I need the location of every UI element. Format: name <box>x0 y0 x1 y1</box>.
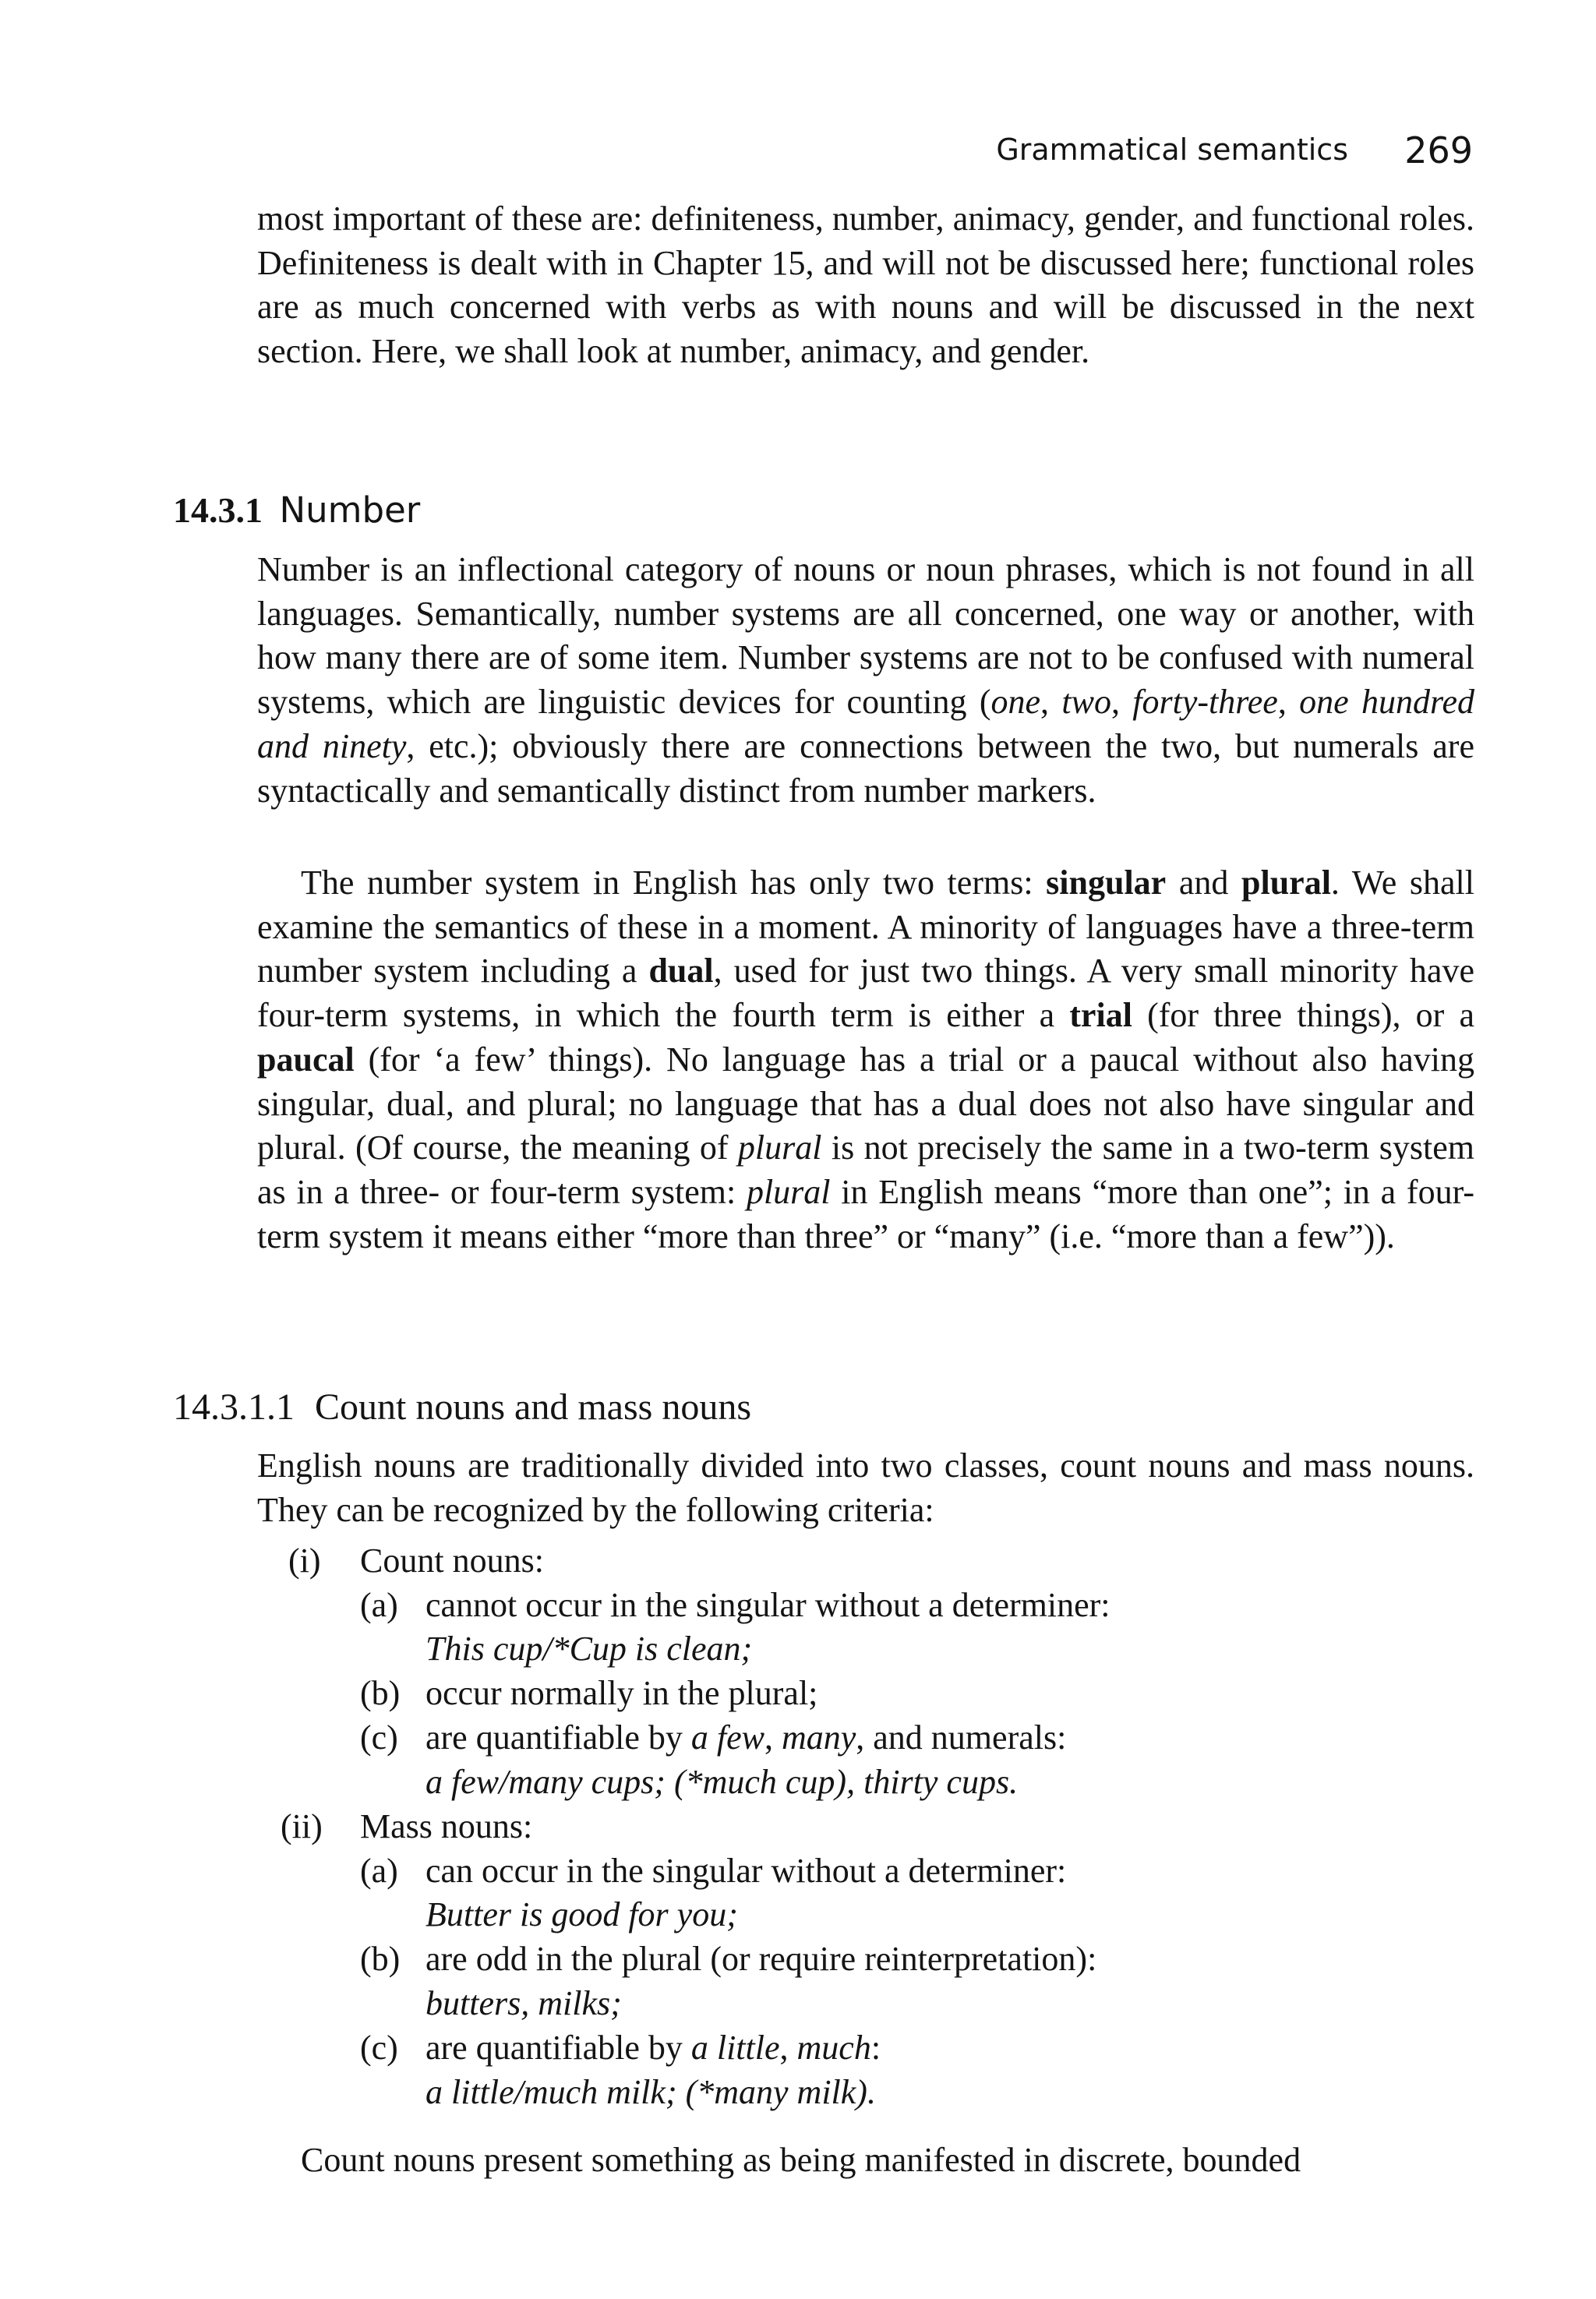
text-run: , <box>1277 683 1300 722</box>
text-run: ; (*much cup), thirty cups. <box>654 1763 1019 1801</box>
text-run: , <box>1110 683 1133 722</box>
list-marker: (c) <box>360 1718 398 1757</box>
count-nouns-label: Count nouns: <box>360 1541 544 1580</box>
quantifier-many: many <box>781 1718 856 1757</box>
word-plural: plural <box>737 1128 822 1167</box>
term-dual: dual <box>648 952 714 991</box>
text-run: . We shall examine the semantics of these in a moment. A minority of languages have a three-term number system including a <box>257 863 1475 991</box>
text-run: are quantifiable by <box>425 1718 691 1757</box>
example-sentence <box>425 2072 876 2112</box>
text-run: a little/much milk <box>425 2073 666 2111</box>
criterion-text: occur normally in the plural; <box>425 1674 818 1712</box>
term-plural: plural <box>1241 863 1331 902</box>
intro-paragraph: most important of these are: definiteness, number, animacy, gender, and functional roles. Definiteness is dealt with in Chapter 15, and will not be discussed here; functional roles are as much concerned with verbs as with nouns and will be discussed in the next section. Here, we shall look at number, animacy, and gender. <box>257 200 1474 371</box>
text-run: and <box>1166 863 1241 902</box>
example-forty-three: forty-three <box>1132 683 1278 722</box>
list-marker: (ii) <box>281 1807 323 1845</box>
text-run: a few/many cups <box>425 1763 655 1801</box>
subsection-title: Count nouns and mass nouns <box>315 1386 752 1428</box>
text-run: Number is an inflectional category of nouns or noun phrases, which is not found in all languages. Semantically, number systems are all concerned, one way or another, with how many there are of some item. Number systems are not to be confused with numeral systems, which are linguistic devices for counting ( <box>257 550 1474 722</box>
text-run: , and numerals: <box>856 1718 1067 1757</box>
number-paragraph-2 <box>257 861 1474 1259</box>
closing-line: Count nouns present something as being manifested in discrete, bounded <box>301 2141 1301 2179</box>
list-marker: (b) <box>360 1674 401 1712</box>
text-run: , etc.); obviously there are connections between the two, but numerals are syntactically and semantically distinct from number markers. <box>257 726 1474 810</box>
criterion-text <box>425 2028 881 2068</box>
text-run: (for ‘a few’ things). No language has a trial or a paucal without also having singular, dual, and plural; no language that has a dual does not also have singular and plural. (Of course, the meaning of <box>257 1040 1474 1167</box>
text-run: is not precisely the same in a two-term system as in a three- or four-term system: <box>257 1128 1474 1211</box>
section-heading <box>173 489 420 531</box>
section-number: 14.3.1 <box>173 490 263 530</box>
criterion-text: cannot occur in the singular without a determiner: <box>425 1586 1110 1624</box>
text-run: The number system in English has only two terms: <box>301 863 1047 902</box>
subsection-number: 14.3.1.1 <box>173 1386 295 1428</box>
example-one-hundred: one hundred and ninety <box>257 683 1475 765</box>
text-run: , <box>1040 683 1062 722</box>
criterion-text: are odd in the plural (or require reinterpretation): <box>425 1940 1097 1978</box>
criterion-text: can occur in the singular without a determiner: <box>425 1852 1067 1890</box>
text-run: , <box>764 1718 782 1757</box>
text-run: (for three things), or a <box>1132 996 1474 1035</box>
example-sentence <box>425 1762 1018 1802</box>
text-run: are quantifiable by <box>425 2029 691 2067</box>
example-sentence: Butter is good for you; <box>425 1895 738 1933</box>
text-run: : <box>870 2029 881 2067</box>
subsection-heading <box>173 1386 751 1428</box>
running-head <box>951 129 1473 171</box>
word-plural: plural <box>746 1172 831 1211</box>
term-trial: trial <box>1069 996 1132 1035</box>
criterion-text <box>425 1718 1066 1757</box>
count-mass-intro: English nouns are traditionally divided into two classes, count nouns and mass nouns. They can be recognized by the following criteria: <box>257 1446 1474 1529</box>
text-run: , used for just two things. A very small minority have four-term systems, in which the fourth term is either a <box>257 952 1474 1035</box>
list-marker: (b) <box>360 1940 401 1978</box>
list-marker: (i) <box>288 1541 321 1580</box>
example-sentence: butters, milks; <box>425 1984 622 2022</box>
list-marker: (a) <box>360 1586 398 1624</box>
quantifier-a-few: a few <box>690 1718 764 1757</box>
text-run: in English means “more than one”; in a four-term system it means either “more than three” or “many” (i.e. “more than a few”)). <box>257 1172 1474 1255</box>
text-run: , <box>779 2029 797 2067</box>
term-paucal: paucal <box>257 1040 355 1079</box>
list-marker: (c) <box>360 2029 398 2067</box>
mass-nouns-label: Mass nouns: <box>360 1807 533 1845</box>
page-number: 269 <box>1404 129 1473 171</box>
example-one: one <box>990 683 1041 722</box>
term-singular: singular <box>1046 863 1167 902</box>
section-title: Number <box>279 489 421 531</box>
list-marker: (a) <box>360 1852 398 1890</box>
quantifier-a-little: a little <box>690 2029 780 2067</box>
quantifier-much: much <box>796 2029 871 2067</box>
number-paragraph-1 <box>257 548 1474 813</box>
text-run: ; (*many milk). <box>665 2073 876 2111</box>
running-head-title: Grammatical semantics <box>996 132 1348 167</box>
example-two: two <box>1061 683 1111 722</box>
example-sentence: This cup/*Cup is clean; <box>425 1630 753 1668</box>
